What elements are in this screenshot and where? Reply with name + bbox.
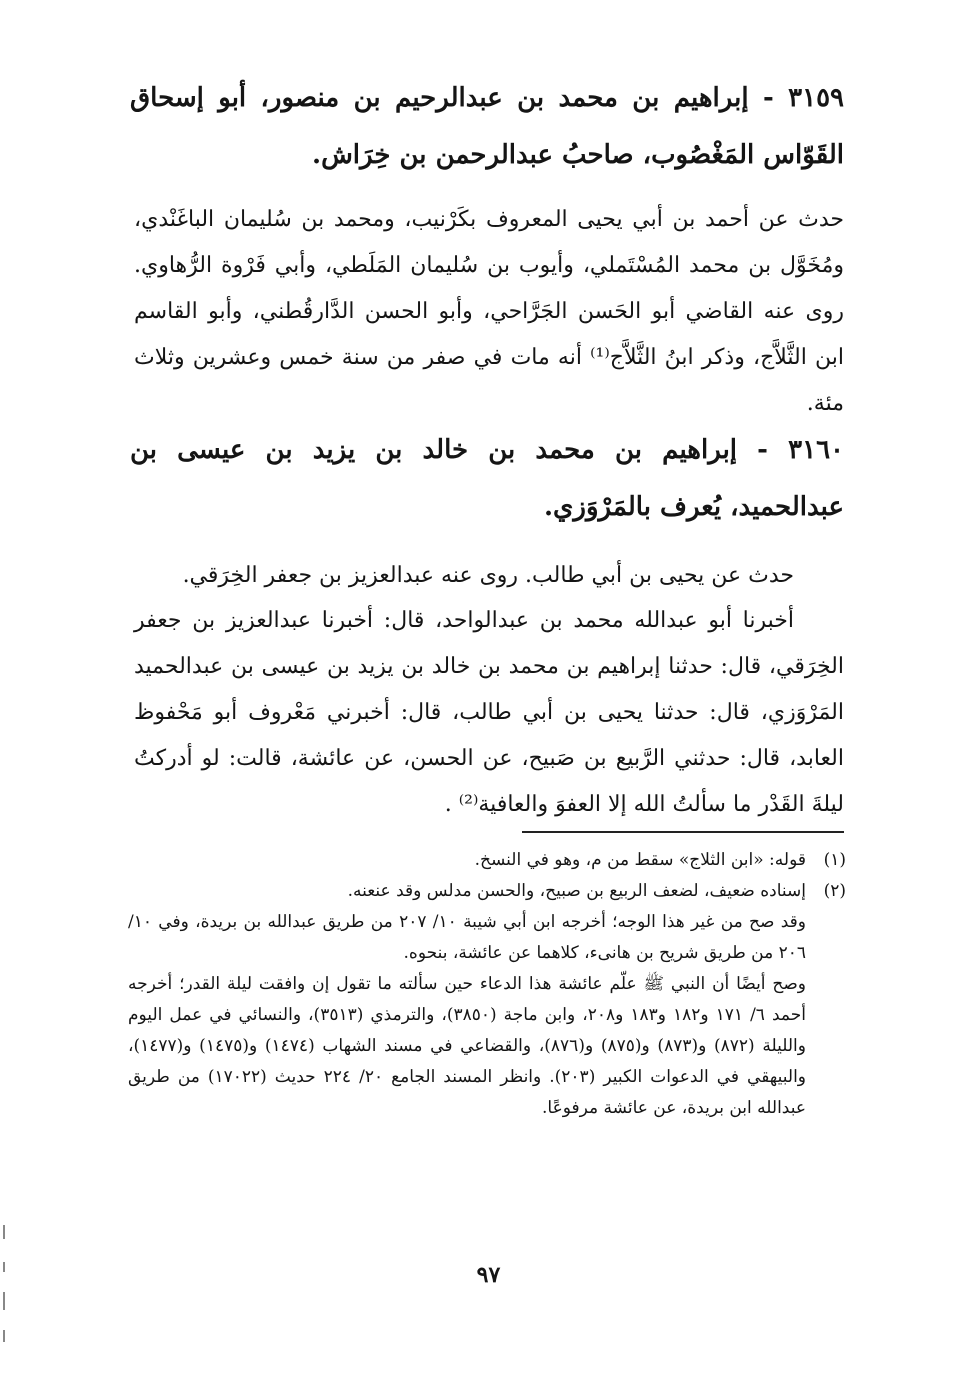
entry-3159-body: حدث عن أحمد بن أبي يحيى المعروف بكَرْنيب، ومحمد بن سُليمان الباغَنْدي، ومُخَوَّل بن محمد المُسْتَملي، وأيوب بن سُليمان المَلَطي، وأبي فَرْوة الرُّهاوي. روى عنه القاضي أبو الحَسن الجَرَّاحي، وأبو الحسن الدَّارقُطني، وأبو القاسم ابن الثَّلاَّج، وذكر ابنُ الثَّلاَّج⁽¹⁾ أنه مات في صفر من سنة خمس وعشرين وثلاث مئة. [134, 207, 845, 416]
footnote-text: إسناده ضعيف، لضعف الربيع بن صبيح، والحسن مدلس وقد عنعنه. [347, 881, 806, 901]
footnote-2-continuation: وصح أيضًا أن النبي ﷺ علّم عائشة هذا الدعاء حين سألته ما تقول إن وافقت ليلة القدر؛ أخرجه أحمد ٦/ ١٧١ و١٨٢ و١٨٣ و٢٠٨، وابن ماجة (٣٨٥٠)، والترمذي (٣٥١٣)، والنسائي في عمل اليوم والليلة (٨٧٢) و(٨٧٣) و(٨٧٥) و(٨٧٦)، والقضاعي في مسند الشهاب (١٤٧٤) و(١٤٧٥) و(١٤٧٧)، والبيهقي في الدعوات الكبير (٢٠٣). وانظر المسند الجامع ٢٠/ ٢٢٤ حديث (١٧٠٢٢) من طريق عبدالله ابن بريدة، عن عائشة مرفوعًا. [128, 974, 807, 1118]
footnote-2 [128, 876, 846, 907]
footnote-2-continuation: وقد صح من غير هذا الوجه؛ أخرجه ابن أبي شيبة ١٠/ ٢٠٧ من طريق عبدالله بن بريدة، وفي ١٠/ ٢٠٦ من طريق شريح بن هانىء، كلاهما عن عائشة، بنحوه. [128, 912, 806, 963]
scan-mark [3, 1292, 5, 1310]
footnote-number: (١) [823, 850, 846, 870]
scan-mark [3, 1262, 5, 1272]
footnote-number: (٢) [823, 881, 846, 901]
page-number: ٩٧ [476, 1262, 501, 1288]
entry-3159-heading: ٣١٥٩ - إبراهيم بن محمد بن عبدالرحيم بن منصور، أبو إسحاق القَوّاس المَغْصُوب، صاحبُ عبدالرحمن بن خِرَاش. [130, 83, 844, 170]
footnote-text: قوله: «ابن الثلاج» سقط من م، وهو في النسخ. [474, 850, 806, 870]
footnote-1 [128, 845, 846, 876]
scan-mark [3, 1330, 5, 1342]
footnotes [128, 845, 846, 1124]
entry-3160-hadith: أخبرنا أبو عبدالله محمد بن عبدالواحد، قال: أخبرنا عبدالعزيز بن جعفر الخِرَقي، قال: حدثنا إبراهيم بن محمد بن خالد بن يزيد بن عيسى بن عبدالحميد المَرْوَزي، قال: حدثنا يحيى بن أبي طالب، قال: أخبرني مَعْروف أبو مَحْفوظ العابد، قال: حدثني الرَّبيع بن صَبيح، عن الحسن، عن عائشة، قالت: لو أدركتُ ليلةَ القَدْر ما سألتُ الله إلا العفوَ والعافية⁽²⁾ . [134, 608, 844, 817]
scan-mark [3, 1225, 5, 1239]
footnote-separator [522, 831, 844, 833]
entry-3160-body: حدث عن يحيى بن أبي طالب. روى عنه عبدالعزيز بن جعفر الخِرَقي. [182, 563, 794, 588]
entry-3160-heading: ٣١٦٠ - إبراهيم بن محمد بن خالد بن يزيد بن عيسى بن عبدالحميد، يُعرف بالمَرْوَزي. [130, 435, 844, 522]
